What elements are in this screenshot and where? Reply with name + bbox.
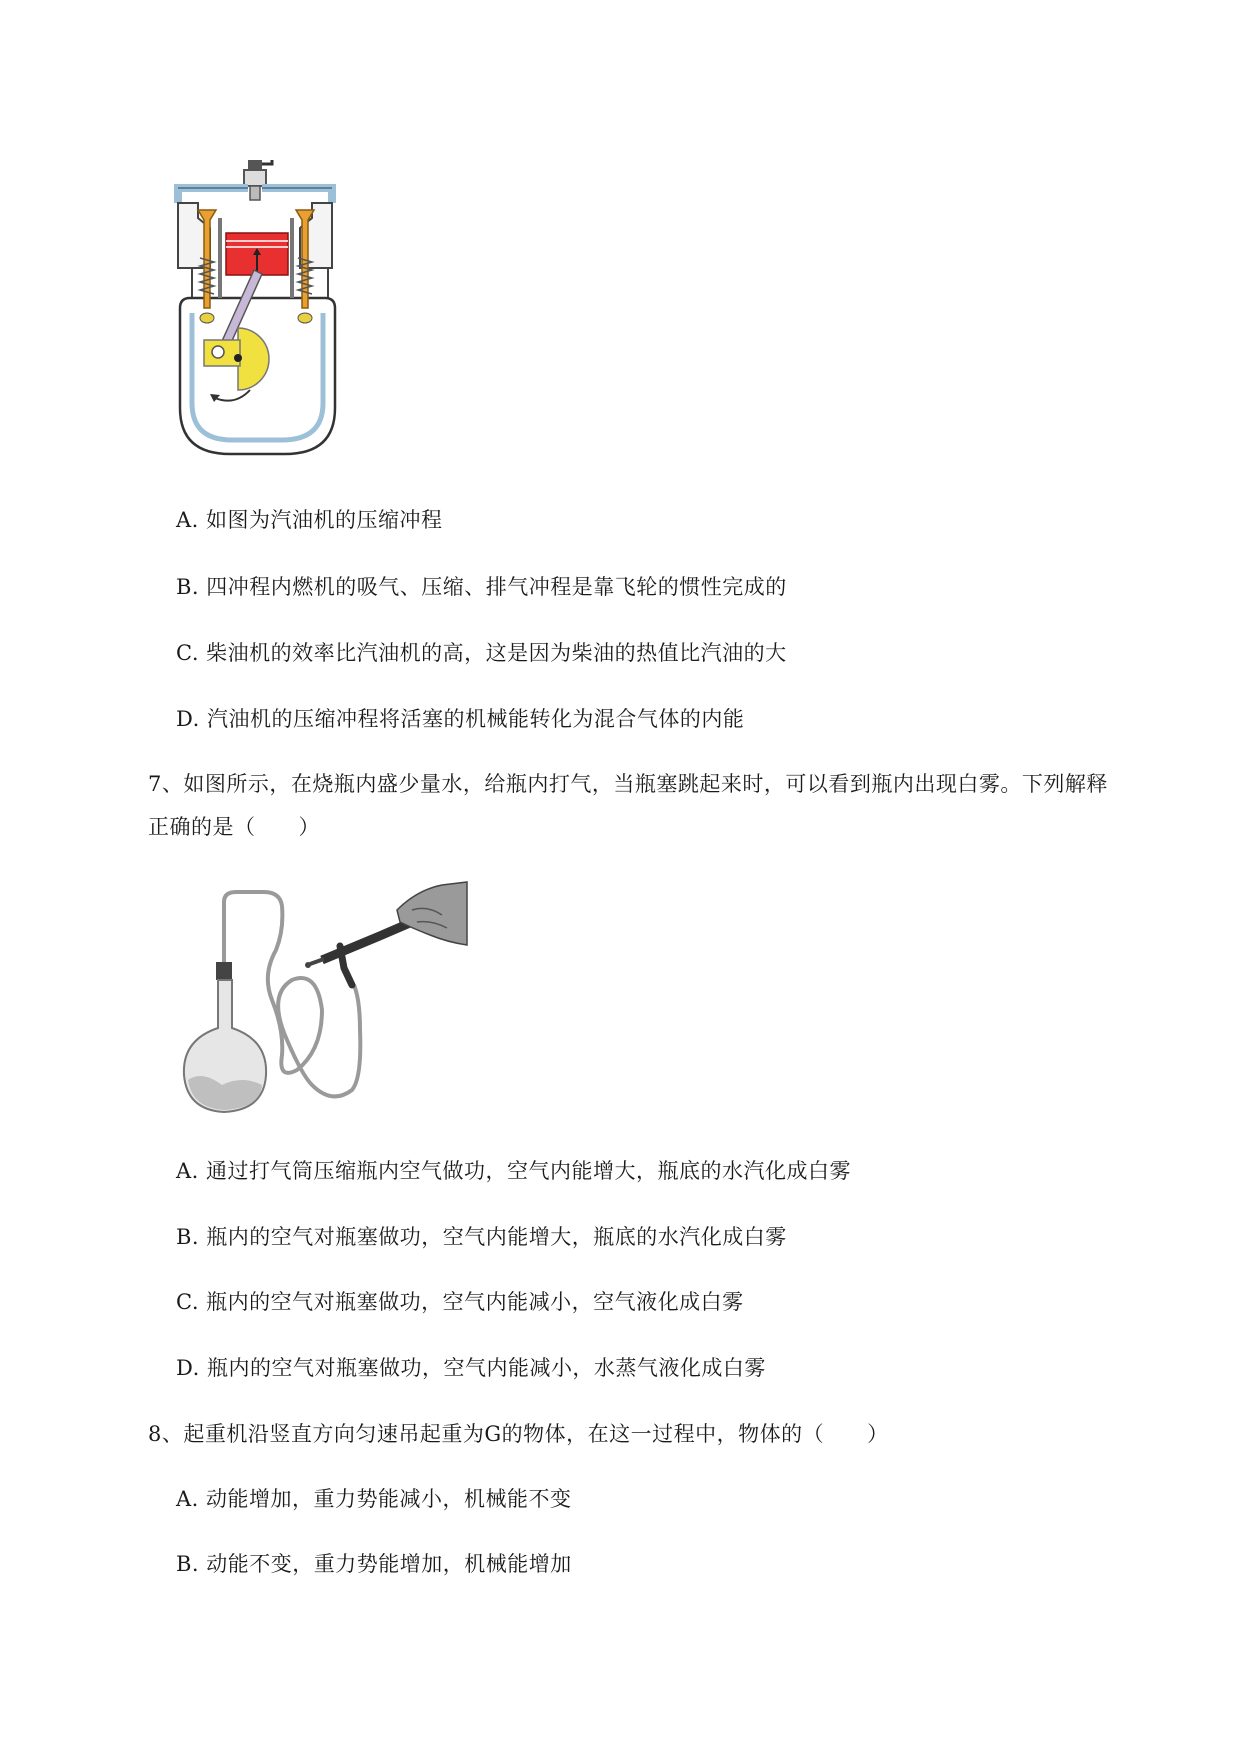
q7-option-d: D. 瓶内的空气对瓶塞做功，空气内能减小，水蒸气液化成白雾 [176, 1356, 766, 1380]
q8-stem: 8、起重机沿竖直方向匀速吊起重为G的物体，在这一过程中，物体的（ ） [148, 1422, 889, 1446]
q7-stem-line2: 正确的是（ ） [148, 815, 320, 839]
q8-option-a: A. 动能增加，重力势能减小，机械能不变 [176, 1487, 572, 1511]
q7-option-a: A. 通过打气筒压缩瓶内空气做功，空气内能增大，瓶底的水汽化成白雾 [176, 1159, 852, 1183]
q7-option-b: B. 瓶内的空气对瓶塞做功，空气内能增大，瓶底的水汽化成白雾 [176, 1225, 787, 1249]
q6-option-a: A. 如图为汽油机的压缩冲程 [176, 508, 443, 532]
q6-option-b: B. 四冲程内燃机的吸气、压缩、排气冲程是靠飞轮的惯性完成的 [176, 575, 787, 599]
q6-option-c: C. 柴油机的效率比汽油机的高，这是因为柴油的热值比汽油的大 [176, 641, 787, 665]
q8-option-b: B. 动能不变，重力势能增加，机械能增加 [176, 1552, 572, 1576]
q7-stem-line1: 7、如图所示，在烧瓶内盛少量水，给瓶内打气，当瓶塞跳起来时，可以看到瓶内出现白雾。下列解释 [148, 772, 1108, 796]
q7-option-c: C. 瓶内的空气对瓶塞做功，空气内能减小，空气液化成白雾 [176, 1290, 744, 1314]
q6-option-d: D. 汽油机的压缩冲程将活塞的机械能转化为混合气体的内能 [176, 707, 745, 731]
flask-pump-photo [172, 880, 472, 1120]
engine-diagram [170, 158, 345, 458]
